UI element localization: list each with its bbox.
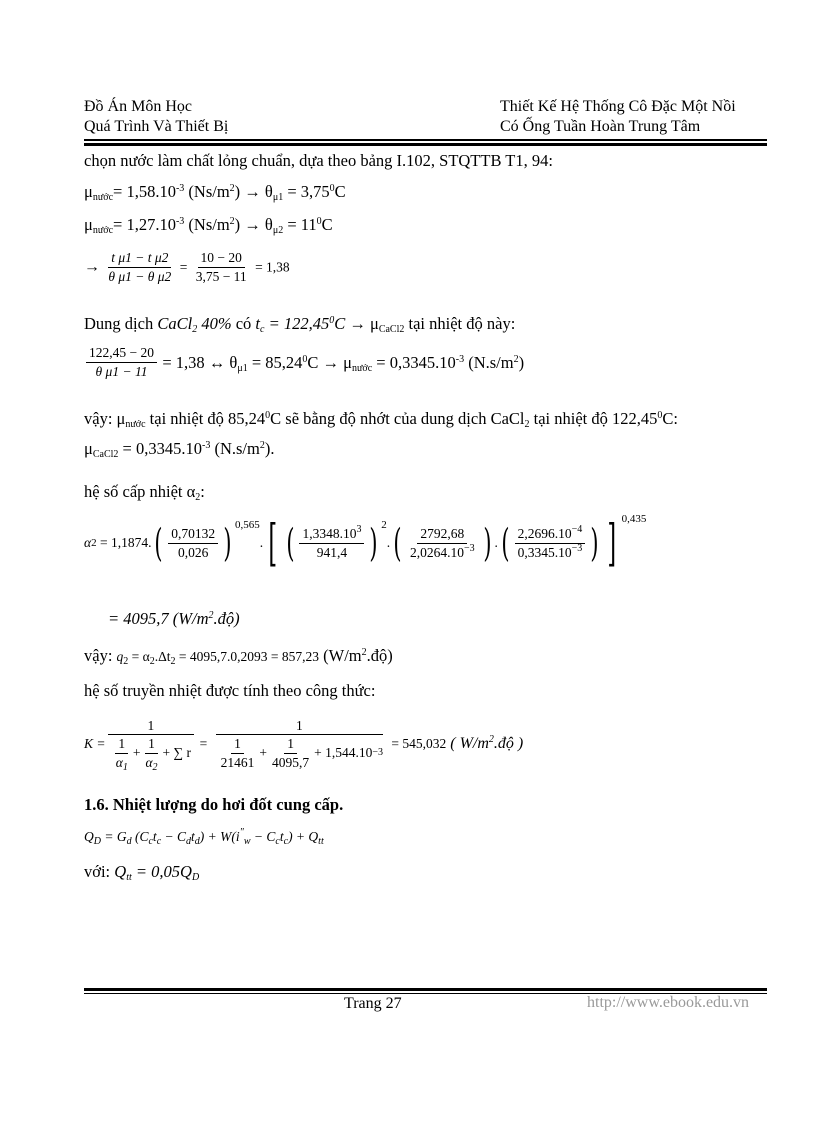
deg1: 0 <box>329 183 335 194</box>
alpha-f1-num: 0,70132 <box>168 526 218 544</box>
alpha-exp1: 0,565 <box>235 519 260 531</box>
k-unit-end: .độ ) <box>493 735 524 752</box>
cacl-formula: CaCl <box>157 314 193 333</box>
header-right-subtitle: Có Ống Tuần Hoàn Trung Tâm <box>500 118 701 135</box>
q2-symbol: q <box>116 649 124 664</box>
q2-value: = 4095,7.0,2093 = 857,23 <box>175 649 320 664</box>
mu-cacl-end: ). <box>264 439 275 458</box>
theta1-sub: μ1 <box>272 192 284 203</box>
mu2-line: $\mu_{nước}= 1,27.10^{-3}$ $(Ns/m^2) \to \theta_{\mu 2} = 11^0C$ <box>84 215 333 236</box>
vay-temp2: tại nhiệt độ 122,45 <box>529 409 658 428</box>
k-result: = 545,032 <box>391 736 447 751</box>
celsius2: C <box>321 215 333 234</box>
alpha-coef: = 1,1874. <box>99 535 152 550</box>
eq2-theta-val: = 85,24 <box>247 352 303 372</box>
footer-rule-thick <box>84 988 767 991</box>
k-num2: 1 <box>216 718 383 735</box>
q2-alpha: = α <box>128 649 150 664</box>
qd-symbol: Q <box>84 829 94 844</box>
q2-label: vậy: <box>84 646 113 665</box>
page-number: Trang 27 <box>344 995 402 1012</box>
tc-symbol: t <box>255 314 260 333</box>
k-equation: K = 1 $\frac{1}{\alpha_1}$ + $\frac{1}{\alpha_2}$ + ∑ r = 1 $\frac{1}{21461}$ + $\frac{1}{4095,7}$ + 1,544.10 −3 = 545,032 ( $W/m^2.độ$ ) <box>84 717 524 773</box>
eq2-mu-val: = 0,3345.10 <box>372 352 456 372</box>
alpha-exp2: 2 <box>381 519 387 531</box>
k-d2c: + 1,544.10 <box>314 745 373 760</box>
k-symbol: K = <box>84 736 106 751</box>
k-den-a-den: α <box>115 754 123 770</box>
celsius1: C <box>334 182 346 201</box>
footer-link[interactable]: http://www.ebook.edu.vn <box>587 994 750 1011</box>
ratio-result: = 1,38 <box>255 259 290 275</box>
q2-unit: (W/m <box>319 646 362 665</box>
k-den-a-num: 1 <box>115 736 128 754</box>
alpha-result: = 4095,7 $(W/m^2.độ)$ <box>108 609 240 628</box>
qd-cc: (C <box>131 829 149 844</box>
mu1-value: = 1,58.10 <box>113 182 176 201</box>
alpha-f3-den: 2,0264.10 <box>410 544 464 560</box>
ratio-numerator: t μ1 − t μ2 <box>108 250 171 268</box>
vay-end: C: <box>662 409 678 428</box>
q2-unit-end: .độ) <box>366 646 393 665</box>
mu-cacl-unit: (N.s/m <box>210 439 260 458</box>
section-heading: 1.6. Nhiệt lượng do hơi đốt cung cấp. <box>84 795 344 814</box>
mu-cacl-value: = 0,3345.10 <box>118 439 202 458</box>
eq2-denominator: θ μ1 − 11 <box>95 364 148 379</box>
k-sum: + ∑ r <box>162 745 192 760</box>
qd-cc2: − C <box>250 829 276 844</box>
k-d2a-num: 1 <box>231 736 244 754</box>
header-right-title: Thiết Kế Hệ Thống Cô Đặc Một Nồi <box>500 98 736 115</box>
alpha-f4-den: 0,3345.10 <box>517 544 572 560</box>
intro-text: chọn nước làm chất lỏng chuẩn, dựa theo bảng I.102, STQTTB T1, 94: <box>84 151 553 170</box>
mu-cacl-sub: CaCl2 <box>378 324 405 335</box>
alpha-symbol: α <box>84 535 92 550</box>
k-num: 1 <box>108 718 195 735</box>
header-rule-thick <box>84 143 767 146</box>
k-d2a-den: 21461 <box>220 754 255 770</box>
alpha-heading: hệ số cấp nhiệt $\alpha_2$: <box>84 482 205 503</box>
alpha-f2-num: 1,3348.10 <box>302 525 357 541</box>
qd-cd: − C <box>161 829 187 844</box>
alpha-equation: α 2 = 1,1874. ( $\frac{0,70132}{0,026}$ ) 0,565 . [ ( $\frac{1,3348.10^3}{941,4}$ ) 2 . ( $\frac{2792,68}{2,0264.10^{-3}}$ ) . ( $\frac{2,2696.10^{-4}}{0,3345.10^{-3}}$ ) ] 0,435 <box>84 513 647 572</box>
theta1-value: = 3,75 <box>283 182 330 201</box>
vay-temp: tại nhiệt độ 85,24 <box>145 409 266 428</box>
mu-symbol: μ <box>84 182 93 201</box>
qd-qtt: ) + Q <box>288 829 319 844</box>
theta2-value: = 11 <box>283 215 317 234</box>
mu1-line: $\mu_{nước}= 1,58.10^{-3}$ $(Ns/m^2) \to \theta_{\mu 1} = 3,75^0C$ <box>84 182 346 203</box>
q2-line: vậy: $q_2 = \alpha_2.\Delta t_2 = 4095,7.0,2093 = 857,23$ $(W/m^2.độ)$ <box>84 646 393 667</box>
qd-g: = G <box>100 829 127 844</box>
deg2: 0 <box>316 216 322 227</box>
concentration: 40% <box>197 314 232 333</box>
mu-symbol: μ <box>84 215 93 234</box>
mu2-value: = 1,27.10 <box>113 215 176 234</box>
qd-td: t <box>191 829 195 844</box>
k-den-b-num: 1 <box>145 736 158 754</box>
qd-w: ) + W(i <box>199 829 240 844</box>
alpha-f4-num: 2,2696.10 <box>517 525 572 541</box>
mu-sub: nước <box>92 192 114 203</box>
k-heading: hệ số truyền nhiệt được tính theo công thức: <box>84 681 376 700</box>
qd-tc2: t <box>279 829 284 844</box>
tc-value: = 122,45 <box>264 314 330 333</box>
ratio-numerator-values: 10 − 20 <box>198 250 245 268</box>
k-den-b-den: α <box>145 754 153 770</box>
tc-sub: c <box>259 324 265 335</box>
solution-label: Dung dịch <box>84 314 158 333</box>
vay-label: vậy: μ <box>84 409 126 428</box>
eq2-numerator: 122,45 − 20 <box>86 345 157 363</box>
k-d2b-den: 4095,7 <box>272 754 310 770</box>
vay-text: C sẽ bằng độ nhớt của dung dịch CaCl <box>270 409 525 428</box>
k-unit: ( W/m <box>450 735 489 752</box>
mu2-exp: -3 <box>175 216 185 227</box>
alpha-f2-den: 941,4 <box>316 544 348 560</box>
mu1-exp: -3 <box>175 183 185 194</box>
mu2-arrow-theta: ) → θ <box>234 215 273 234</box>
mu-arrow: → μ <box>345 314 379 333</box>
alpha-f1-den: 0,026 <box>178 544 209 560</box>
q2-dt: .Δt <box>154 649 171 664</box>
mu2-unit: (Ns/m <box>184 215 230 234</box>
mu1-unit: (Ns/m <box>184 182 230 201</box>
voi-q: Q <box>114 862 127 881</box>
solution-line: Dung dịch CaCl$_2$ 40% có $t_c = 122,45^0C \to \mu_{CaCl2}$ tại nhiệt độ này: <box>84 314 516 335</box>
voi-rest: = 0,05Q <box>131 862 192 881</box>
alpha-heading-text: hệ số cấp nhiệt α <box>84 482 196 501</box>
alpha-exp3: 0,435 <box>621 513 647 525</box>
qd-tc: t <box>152 829 157 844</box>
alpha-result-unit: .độ) <box>213 609 240 628</box>
voi-line: với: $Q_{tt} = 0,05Q_D$ <box>84 862 200 883</box>
solution-tail: tại nhiệt độ này: <box>404 314 516 333</box>
header-rule-thin <box>84 139 767 141</box>
mu-cacl-line: $\mu_{CaCl2} = 0,3345.10^{-3}$ $(N.s/m^2)$. <box>84 439 275 460</box>
mu-sub: nước <box>92 225 114 236</box>
header-left-title: Đồ Án Môn Học <box>84 98 192 115</box>
voi-label: với: <box>84 862 115 881</box>
eq2-unit: (N.s/m <box>464 352 514 372</box>
header-left-subtitle: Quá Trình Và Thiết Bị <box>84 118 229 135</box>
theta-equation: $\frac{122,45 - 20}{\text{θ μ1 − 11}}$ = 1,38 ↔ $\theta_{\mu 1} = 85,24^0C \to \mu_{nước} = 0,3345.10^{-3}$ $(N.s/m^2)$ <box>84 345 524 380</box>
ratio-denominator: θ μ1 − θ μ2 <box>108 269 172 284</box>
eq2-arrow: C → μ <box>307 352 353 372</box>
theta2-sub: μ2 <box>272 225 284 236</box>
tc-unit: C <box>334 314 346 333</box>
co-word: có <box>231 314 256 333</box>
ratio-denominator-values: 3,75 − 11 <box>195 269 247 284</box>
alpha-f3-num: 2792,68 <box>417 526 467 544</box>
mu1-arrow-theta: ) → θ <box>234 182 273 201</box>
ratio-equation: → $\frac{\text{t μ1 − t μ2}}{\text{θ μ1 − θ μ2}}$ = $\frac{10 - 20}{3,75 - 11}$ = 1,38 <box>84 250 290 284</box>
eq2-result: = 1,38 ↔ θ <box>162 352 238 372</box>
arrow-icon: → <box>84 258 100 276</box>
alpha-result-value: = 4095,7 (W/m <box>108 609 209 628</box>
qd-formula: $Q_D = G_d$ $(C_ct_c - C_dt_d) + W(i^"_w - C_ct_c) + Q_{tt}$ <box>84 827 324 847</box>
conclusion-line: vậy: $\mu_{nước}$ tại nhiệt độ 85,24$^0$C sẽ bằng độ nhớt của dung dịch CaCl$_2$ tại nhiệt độ 122,45$^0$C: <box>84 409 678 430</box>
k-d2b-num: 1 <box>284 736 297 754</box>
